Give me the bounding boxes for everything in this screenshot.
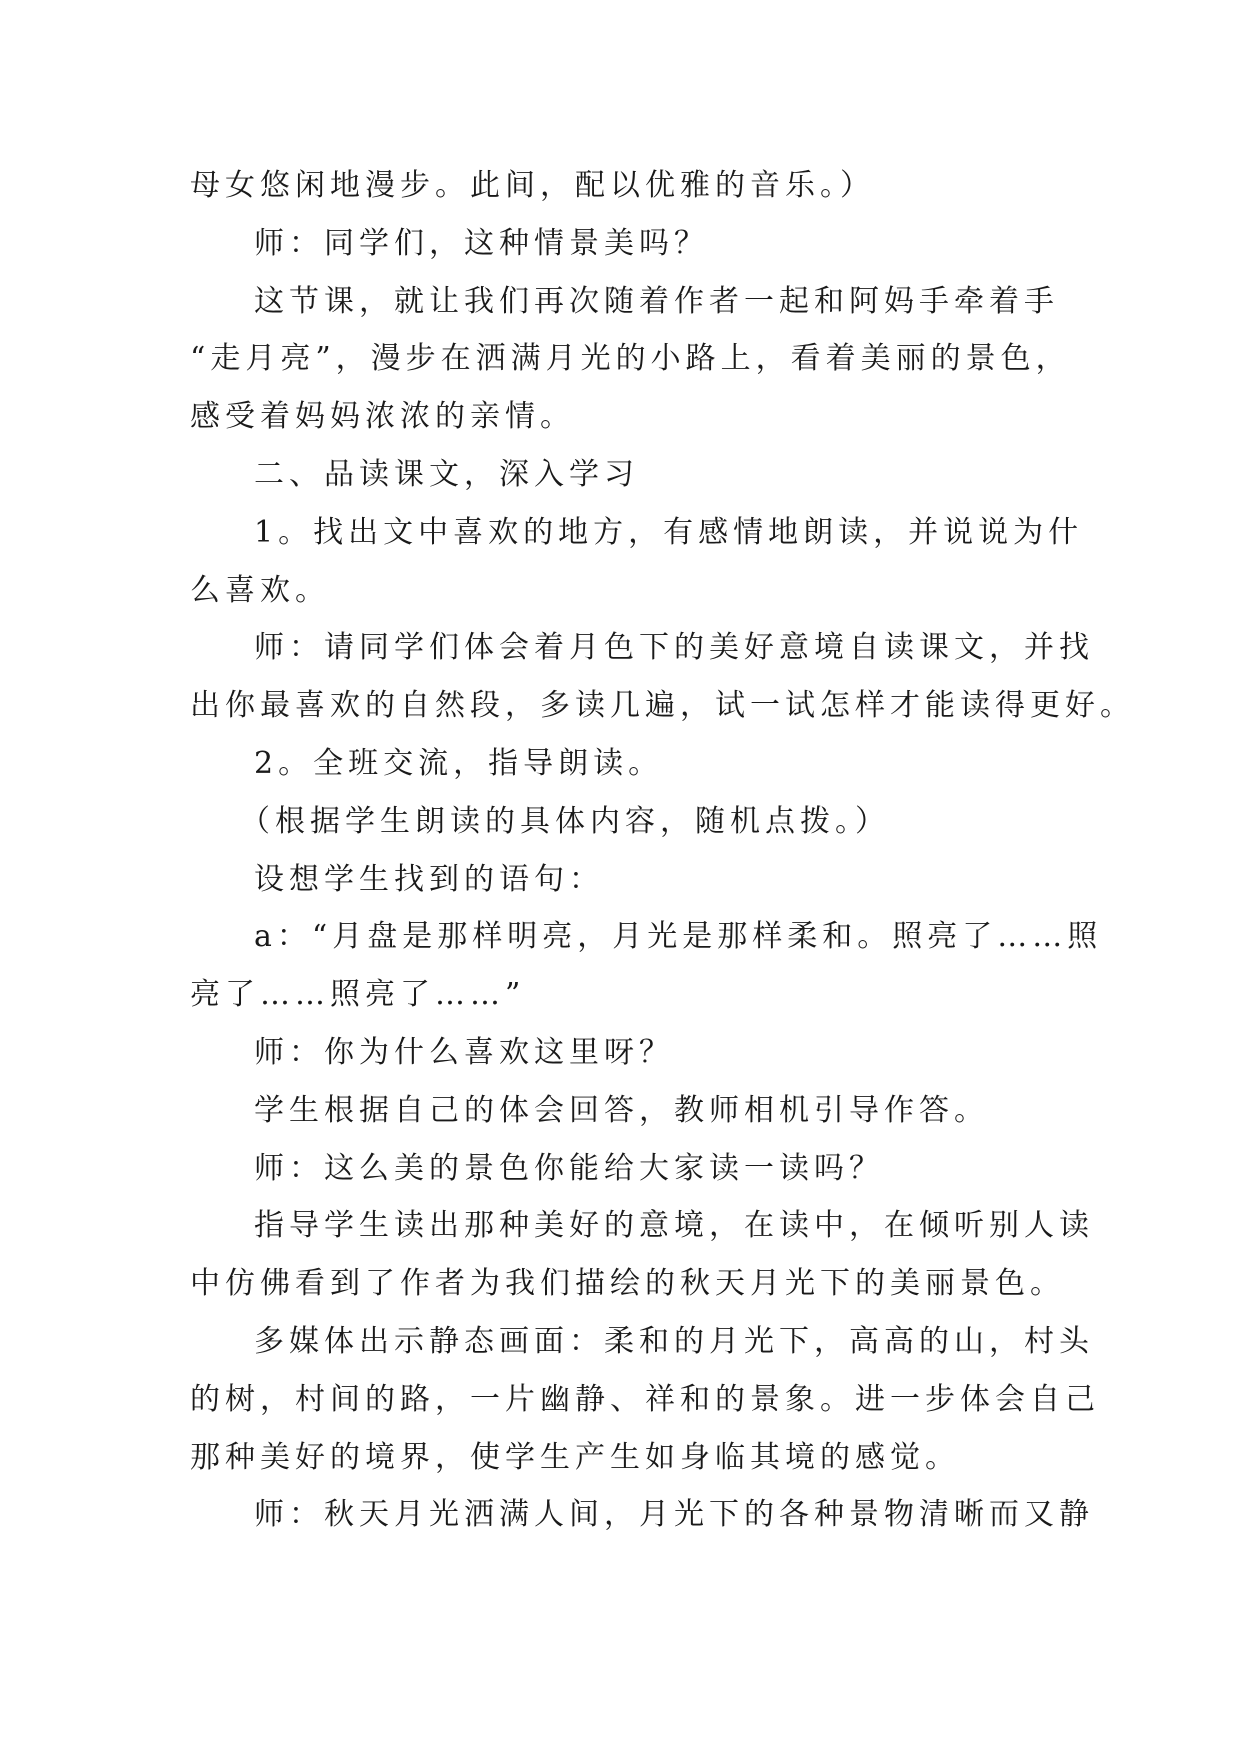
text-line: 多媒体出示静态画面：柔和的月光下，高高的山，村头: [254, 1323, 1094, 1359]
text-line: 指导学生读出那种美好的意境，在读中，在倾听别人读: [254, 1208, 1094, 1244]
text-line: 师：同学们，这种情景美吗？: [254, 225, 709, 261]
section-heading: 二、品读课文，深入学习: [254, 456, 639, 492]
text-line: 2。全班交流，指导朗读。: [254, 745, 664, 781]
text-line: a：“月盘是那样明亮，月光是那样柔和。照亮了……照: [254, 919, 1103, 955]
text-line: 母女悠闲地漫步。此间，配以优雅的音乐。）: [190, 168, 875, 203]
text-line: 师：你为什么喜欢这里呀？: [254, 1034, 674, 1070]
text-line: 中仿佛看到了作者为我们描绘的秋天月光下的美丽景色。: [190, 1266, 1065, 1302]
text-line: 设想学生找到的语句：: [254, 861, 604, 897]
text-line: 师：秋天月光洒满人间，月光下的各种景物清晰而又静: [254, 1497, 1094, 1533]
text-line: 这节课，就让我们再次随着作者一起和阿妈手牵着手: [254, 283, 1059, 319]
text-line: 的树，村间的路，一片幽静、祥和的景象。进一步体会自己: [190, 1381, 1100, 1417]
text-line: 那种美好的境界，使学生产生如身临其境的感觉。: [190, 1439, 960, 1475]
document-body: [190, 157, 1135, 1544]
text-line: 学生根据自己的体会回答，教师相机引导作答。: [254, 1092, 989, 1128]
text-line: “走月亮”，漫步在洒满月光的小路上，看着美丽的景色，: [190, 341, 1071, 377]
text-line: 亮了……照亮了……”: [190, 977, 526, 1013]
text-line: 出你最喜欢的自然段，多读几遍，试一试怎样才能读得更好。: [190, 688, 1135, 724]
text-line: 么喜欢。: [190, 572, 330, 608]
text-line: （根据学生朗读的具体内容，随机点拨。）: [240, 803, 890, 839]
text-line: 师：这么美的景色你能给大家读一读吗？: [254, 1150, 884, 1186]
text-line: 感受着妈妈浓浓的亲情。: [190, 399, 575, 435]
text-line: 1。找出文中喜欢的地方，有感情地朗读，并说说为什: [254, 514, 1084, 550]
text-line: 师：请同学们体会着月色下的美好意境自读课文，并找: [254, 630, 1094, 666]
